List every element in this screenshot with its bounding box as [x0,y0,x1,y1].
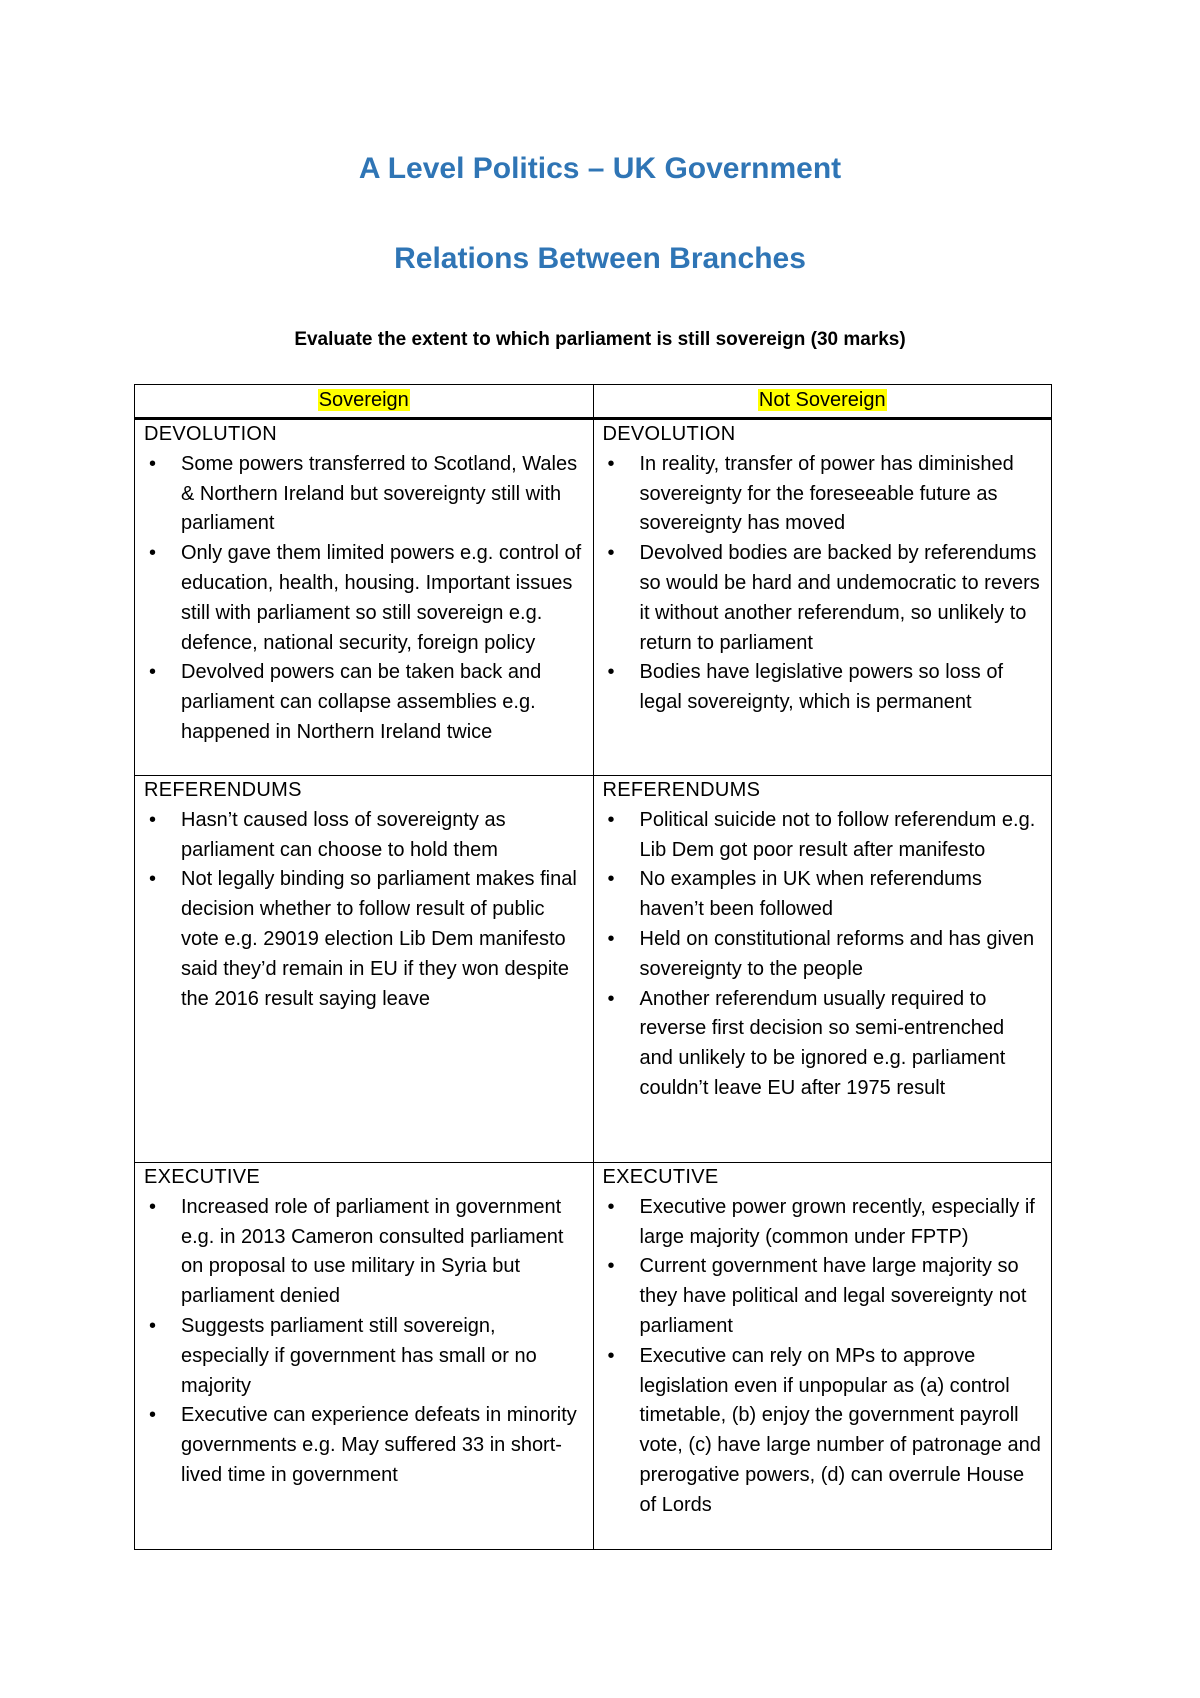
bullet-list [603,450,1043,718]
bullet-point: • Held on constitutional reforms and has given sovereignty to the people [603,925,1043,985]
table-row-referendums [135,776,1052,1163]
table-row-devolution [135,419,1052,776]
bullet-point: • Not legally binding so parliament makes final decision whether to follow result of public vote e.g. 29019 election Lib Dem manifesto said they’d remain in EU if they won despite the 2016 result saying leave [144,865,584,1014]
bullet-point: • Executive can experience defeats in minority governments e.g. May suffered 33 in short-lived time in government [144,1401,584,1490]
bullet-list [603,1193,1043,1521]
bullet-point: • Some powers transferred to Scotland, Wales & Northern Ireland but sovereignty still with parliament [144,450,584,539]
section-heading: DEVOLUTION [602,423,736,445]
bullet-point: • Suggests parliament still sovereign, especially if government has small or no majority [144,1312,584,1401]
section-heading: EXECUTIVE [144,1166,261,1188]
sovereignty-table [134,384,1052,1550]
cell-sovereign-referendums [135,776,594,1163]
header-not-sovereign-label: Not Sovereign [758,389,886,411]
bullet-point: • Devolved bodies are backed by referendums so would be hard and undemocratic to revers it without another referendum, so unlikely to return to parliament [603,539,1043,658]
essay-question: Evaluate the extent to which parliament is still sovereign (30 marks) [294,329,906,350]
bullet-point: • Hasn’t caused loss of sovereignty as parliament can choose to hold them [144,806,584,866]
section-heading: EXECUTIVE [602,1166,719,1188]
header-sovereign-label: Sovereign [318,389,409,411]
bullet-point: • Political suicide not to follow referendum e.g. Lib Dem got poor result after manifesto [603,806,1043,866]
cell-sovereign-executive [135,1163,594,1550]
bullet-point: • No examples in UK when referendums haven’t been followed [603,865,1043,925]
page-subtitle: Relations Between Branches [394,242,806,275]
bullet-point: • Increased role of parliament in government e.g. in 2013 Cameron consulted parliament on proposal to use military in Syria but parliament denied [144,1193,584,1312]
bullet-list [144,1193,584,1491]
bullet-point: • Devolved powers can be taken back and parliament can collapse assemblies e.g. happened in Northern Ireland twice [144,658,584,747]
table-header-row [135,385,1052,419]
cell-not-sovereign-executive [593,1163,1052,1550]
page-title: A Level Politics – UK Government [358,152,842,185]
cell-not-sovereign-devolution [593,419,1052,776]
bullet-point: • Another referendum usually required to reverse first decision so semi-entrenched and unlikely to be ignored e.g. parliament couldn’t leave EU after 1975 result [603,985,1043,1104]
cell-sovereign-devolution [135,419,594,776]
bullet-point: • Only gave them limited powers e.g. control of education, health, housing. Important issues still with parliament so still sovereign e.g. defence, national security, foreign policy [144,539,584,658]
bullet-point: • Bodies have legislative powers so loss of legal sovereignty, which is permanent [603,658,1043,718]
header-not-sovereign [593,385,1052,419]
section-heading: REFERENDUMS [144,779,302,801]
bullet-point: • In reality, transfer of power has diminished sovereignty for the foreseeable future as sovereignty has moved [603,450,1043,539]
table-row-executive [135,1163,1052,1550]
bullet-list [603,806,1043,1104]
bullet-list [144,450,584,748]
section-heading: DEVOLUTION [144,423,278,445]
section-heading: REFERENDUMS [602,779,761,801]
bullet-point: • Executive power grown recently, especially if large majority (common under FPTP) [603,1193,1043,1253]
header-sovereign [135,385,594,419]
bullet-list [144,806,584,1015]
bullet-point: • Executive can rely on MPs to approve legislation even if unpopular as (a) control timetable, (b) enjoy the government payroll vote, (c) have large number of patronage and prerogative powers, (d) can overrule House of Lords [603,1342,1043,1521]
bullet-point: • Current government have large majority so they have political and legal sovereignty not parliament [603,1252,1043,1341]
cell-not-sovereign-referendums [593,776,1052,1163]
